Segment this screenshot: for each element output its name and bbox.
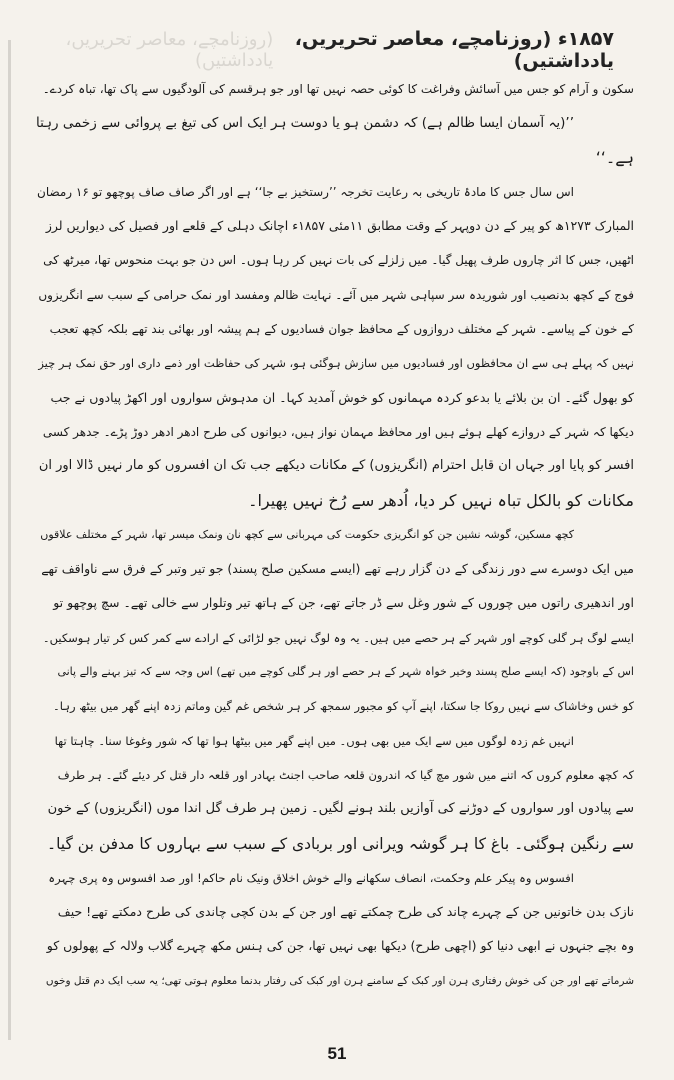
text-line: سے پیادوں اور سواروں کے دوڑنے کی آوازیں بلند ہونے لگیں۔ زمین ہر طرف گل اندا موں (انگریزوں) کے خون (47, 801, 634, 817)
text-line: سے رنگین ہوگئی۔ باغ کا ہر گوشہ ویرانی اور بربادی کے سبب سے بہاروں کا مدفن بن گیا۔ (46, 834, 634, 853)
text-line: انہیں غم زدہ لوگوں میں سے ایک میں بھی ہوں۔ میں اپنے گھر میں بیٹھا ہوا تھا کہ شور وغوغا سنا۔ چاہتا تھا (54, 733, 574, 748)
text-line: اس کے باوجود (کہ ایسے صلح پسند وخیر خواہ شہر کے ہر حصے اور ہر گلی کوچے میں تھے) اس وجہ سے کہ تیز بہنے والے پانی (57, 665, 634, 679)
text-line: کچھ مسکین، گوشہ نشین جن کو انگریزی حکومت کی مہربانی سے کچھ نان ونمک میسر تھا، شہر کے مختلف علاقوں (40, 527, 574, 541)
text-line: نازک بدن خاتونیں جن کے چہرے چاند کی طرح چمکتے تھے اور جن کے بدن کچی چاندی کی طرح دمکتے تھے! حیف (57, 904, 634, 920)
text-line: شرماتے تھے اور جن کی خوش رفتاری ہرن اور کبک کے سامنے ہرن اور کبک کی رفتار بدنما معلوم ہوتی تھی؛ یہ سب ایک دم قتل وخوں (45, 974, 634, 987)
margin-mark (8, 40, 11, 1040)
text-line: اور اندھیری راتوں میں چوروں کے شور وغل سے ڈر جاتے تھے، جن کے ہاتھ تیر وتلوار سے خالی تھے۔ سچ پوچھو تو (53, 595, 634, 611)
text-line: کو بھول گئے۔ ان بن بلائے یا بدعو کردہ مہمانوں کو خوش آمدید کہا۔ ان مدہوش سواروں اور اکھڑ پیادوں نے جب (50, 389, 634, 405)
body-text (36, 72, 634, 998)
page-number: 51 (327, 1044, 347, 1063)
text-line: اٹھیں، جس کا اثر چاروں طرف پھیل گیا۔ میں زلزلے کی بات نہیں کر رہا ہوں۔ اس دن جو بہت منحوس تھا، میرٹھ کی (43, 253, 634, 268)
text-line: دیکھا کہ شہر کے دروازے کھلے ہوئے ہیں اور محافظ مہمان نواز ہیں، دیوانوں کی طرح ادھر ادھر دوڑ پڑے۔ جدھر کسی (42, 424, 634, 439)
running-header (40, 28, 614, 72)
text-line: مکانات کو بالکل تباہ نہیں کر دیا، اُدھر سے رُخ نہیں پھیرا۔ (248, 490, 634, 510)
text-line: افسر کو پایا اور جہاں ان قابل احترام (انگریزوں) کے مکانات دیکھے جب تک ان افسروں کو مار نہیں ڈالا اور ان (38, 458, 634, 474)
bleed-through-header: (روزنامچے، معاصر تحریریں، یادداشتیں) (65, 29, 274, 71)
text-line: ہے۔‘‘ (595, 147, 634, 167)
text-line: سکون و آرام کو جس میں آسائش وفراغت کا کوئی حصہ نہیں تھا اور جو ہرقسم کی آلودگیوں سے پاک تھا، تباہ کردے۔ (42, 82, 634, 96)
text-line: وہ بچے جنہوں نے ابھی دنیا کو (اچھی طرح) دیکھا بھی نہیں تھا، جن کی ہنس مکھ چہرے گلاب ولالہ کے پھولوں کو (46, 938, 634, 954)
text-line: کو خس وخاشاک سے نہیں روکا جا سکتا، اپنے آپ کو مجبور سمجھ کر ہر شخص غم گین وماتم زدہ اپنے گھر میں بیٹھ رہا۔ (53, 699, 634, 714)
text-line: ’’(یہ آسمان ایسا ظالم ہے) کہ دشمن ہو یا دوست ہر ایک اس کی تیغ بے پروائی سے زخمی رہتا (36, 115, 574, 132)
text-line: فوج کے کچھ بدنصیب اور شوریدہ سر سپاہی شہر میں آئے۔ نہایت ظالم ومفسد اور نمک حرامی کے سبب سے انگریزوں (38, 287, 634, 302)
text-line: افسوس وہ پیکر علم وحکمت، انصاف سکھانے والے خوش اخلاق ونیک نام حاکم! اور صد افسوس وہ پری چہرہ (48, 870, 574, 885)
text-line: کہ کچھ معلوم کروں کہ اتنے میں شور مچ گیا کہ اندرون قلعہ صاحب اجنٹ بہادر اور قلعہ دار قتل کر دیئے گئے۔ ہر طرف (57, 767, 634, 782)
text-line: المبارک ۱۲۷۳ھ کو پیر کے دن دوپہر کے وقت مطابق ۱۱مئی ۱۸۵۷ء اچانک دہلی کے قلعے اور فصیل کی دیواریں لرز (45, 218, 634, 234)
text-line: ایسے لوگ ہر گلی کوچے اور شہر کے ہر حصے میں ہیں۔ یہ وہ لوگ نہیں جو لڑائی کے ارادے سے کمر کس کر تیار ہوسکیں۔ (42, 630, 634, 645)
page-header-title: ۱۸۵۷ء (روزنامچے، معاصر تحریریں، یادداشتیں) (294, 28, 614, 72)
text-line: اس سال جس کا مادۂ تاریخی بہ رعایت تخرجہ ’’رستخیز بے جا‘‘ ہے اور اگر صاف صاف پوچھو تو ۱۶ رمضان (37, 184, 574, 199)
text-line: میں ایک دوسرے سے دور زندگی کے دن گزار رہے تھے (ایسے مسکین صلح پسند) جو تیر وتبر کے فرق سے ناواقف تھے (41, 561, 634, 577)
text-line: کے خون کے پیاسے۔ شہر کے مختلف دروازوں کے محافظ جوان فسادیوں کے ہم پیشہ اور بھائی بند تھے بلکہ کچھ تعجب (49, 322, 634, 337)
text-line: نہیں کہ پہلے ہی سے ان محافظوں اور فسادیوں میں سازش ہوگئی ہو، شہر کی حفاظت اور ذمے داری اور حق نمک ہر چیز (38, 356, 634, 371)
